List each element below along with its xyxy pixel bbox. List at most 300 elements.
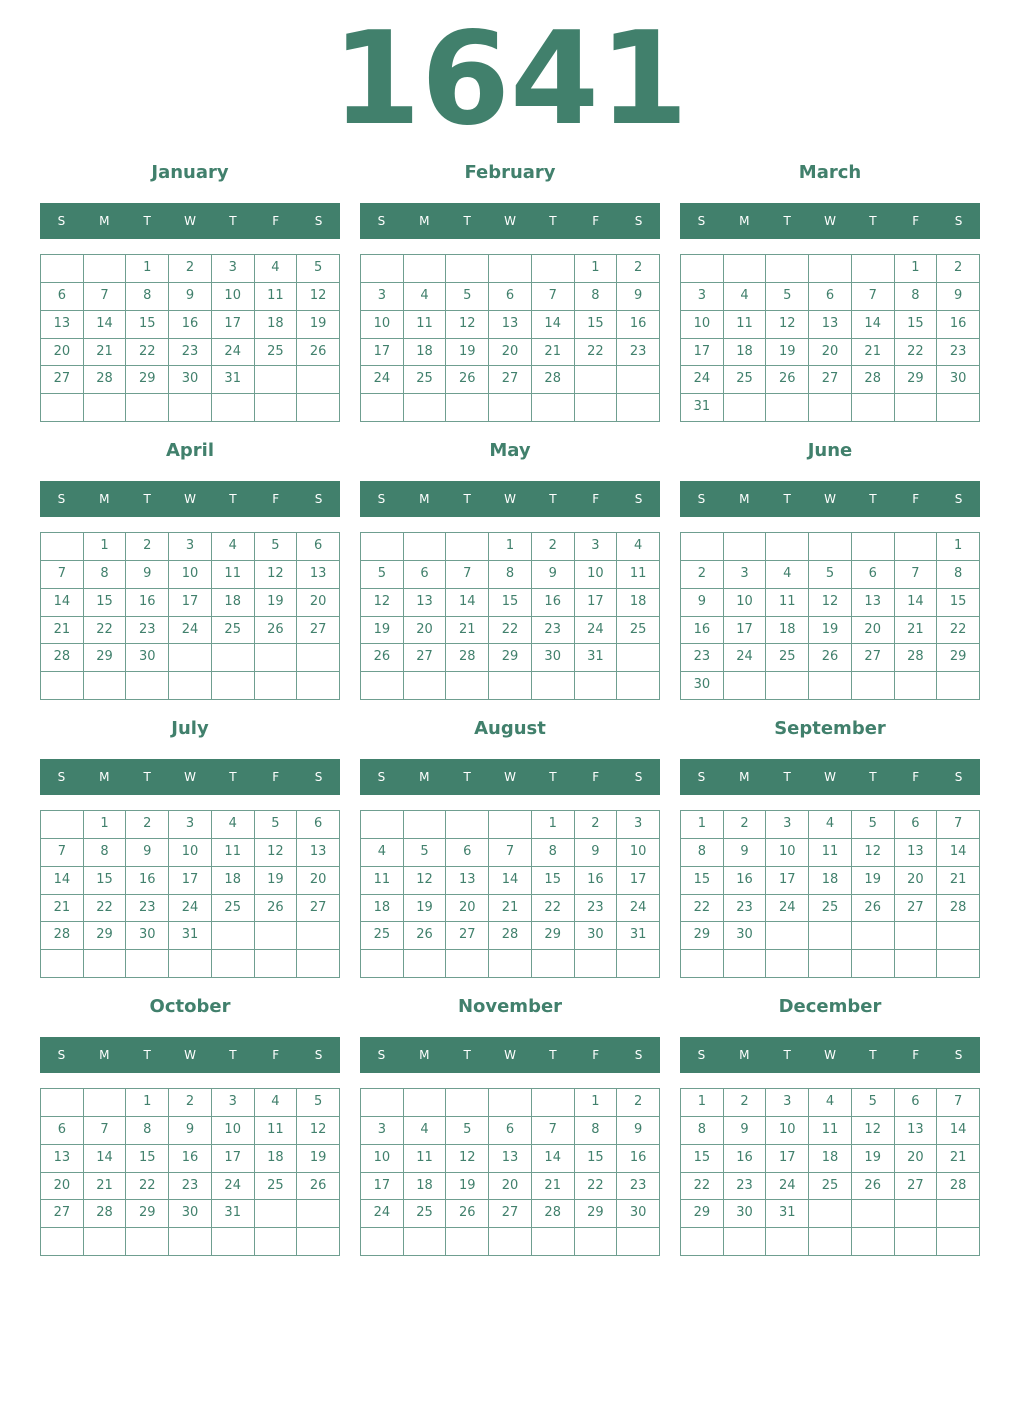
weekday-header bbox=[40, 481, 340, 517]
day-cell: 18 bbox=[361, 895, 404, 923]
day-cell bbox=[895, 1228, 938, 1256]
day-cell bbox=[809, 950, 852, 978]
weekday-label: M bbox=[419, 214, 430, 228]
day-cell: 23 bbox=[532, 617, 575, 645]
day-cell: 12 bbox=[446, 1145, 489, 1173]
day-cell: 5 bbox=[404, 839, 447, 867]
weekday-label: S bbox=[697, 492, 706, 506]
day-cell bbox=[809, 1200, 852, 1228]
day-cell: 30 bbox=[681, 672, 724, 700]
day-cell: 3 bbox=[212, 1089, 255, 1117]
day-cell: 19 bbox=[852, 867, 895, 895]
day-cell: 23 bbox=[169, 1173, 212, 1201]
day-cell: 19 bbox=[297, 311, 340, 339]
day-cell: 17 bbox=[681, 339, 724, 367]
day-cell: 24 bbox=[766, 1173, 809, 1201]
day-cell bbox=[575, 672, 618, 700]
day-cell bbox=[852, 1228, 895, 1256]
weekday-label: S bbox=[697, 770, 706, 784]
weekday-label: W bbox=[184, 492, 196, 506]
day-cell: 21 bbox=[41, 895, 84, 923]
day-cell: 28 bbox=[532, 366, 575, 394]
day-cell: 12 bbox=[297, 283, 340, 311]
day-cell: 27 bbox=[489, 366, 532, 394]
day-cell: 9 bbox=[169, 1117, 212, 1145]
day-cell: 7 bbox=[489, 839, 532, 867]
weekday-label: F bbox=[912, 770, 920, 784]
day-cell: 15 bbox=[489, 589, 532, 617]
day-cell: 7 bbox=[41, 561, 84, 589]
day-cell: 26 bbox=[404, 922, 447, 950]
day-cell: 14 bbox=[489, 867, 532, 895]
day-cell: 23 bbox=[617, 339, 660, 367]
day-cell: 7 bbox=[84, 1117, 127, 1145]
day-cell: 11 bbox=[255, 1117, 298, 1145]
day-cell: 4 bbox=[212, 533, 255, 561]
day-cell: 4 bbox=[255, 1089, 298, 1117]
day-grid bbox=[680, 254, 980, 422]
day-cell: 29 bbox=[937, 644, 980, 672]
day-cell: 20 bbox=[895, 867, 938, 895]
day-cell: 5 bbox=[809, 561, 852, 589]
day-cell: 1 bbox=[126, 255, 169, 283]
day-cell bbox=[361, 255, 404, 283]
day-cell bbox=[255, 1200, 298, 1228]
day-cell: 9 bbox=[126, 839, 169, 867]
day-cell: 2 bbox=[575, 811, 618, 839]
day-cell bbox=[41, 672, 84, 700]
day-cell: 23 bbox=[169, 339, 212, 367]
day-cell bbox=[212, 1228, 255, 1256]
day-cell bbox=[532, 1089, 575, 1117]
day-cell bbox=[852, 672, 895, 700]
day-cell: 2 bbox=[169, 1089, 212, 1117]
day-cell: 19 bbox=[766, 339, 809, 367]
month-name: February bbox=[464, 162, 556, 183]
day-cell: 11 bbox=[255, 283, 298, 311]
day-cell: 24 bbox=[724, 644, 767, 672]
day-cell bbox=[532, 394, 575, 422]
day-cell bbox=[446, 533, 489, 561]
weekday-label: M bbox=[739, 214, 750, 228]
day-cell: 9 bbox=[724, 1117, 767, 1145]
day-cell: 6 bbox=[297, 811, 340, 839]
weekday-label: M bbox=[99, 1048, 110, 1062]
weekday-label: T bbox=[463, 770, 471, 784]
weekday-label: S bbox=[57, 1048, 66, 1062]
day-cell: 4 bbox=[809, 1089, 852, 1117]
day-cell: 10 bbox=[766, 1117, 809, 1145]
day-cell: 13 bbox=[852, 589, 895, 617]
day-cell bbox=[404, 394, 447, 422]
day-cell: 18 bbox=[809, 867, 852, 895]
day-cell bbox=[852, 394, 895, 422]
day-cell: 16 bbox=[532, 589, 575, 617]
month-name: June bbox=[807, 440, 853, 461]
day-cell: 9 bbox=[532, 561, 575, 589]
day-cell: 18 bbox=[724, 339, 767, 367]
day-cell: 22 bbox=[575, 339, 618, 367]
day-cell bbox=[446, 1228, 489, 1256]
weekday-label: T bbox=[143, 214, 151, 228]
day-cell: 3 bbox=[361, 1117, 404, 1145]
day-cell: 15 bbox=[84, 589, 127, 617]
day-cell bbox=[255, 672, 298, 700]
day-cell bbox=[489, 255, 532, 283]
day-cell bbox=[852, 922, 895, 950]
day-cell: 28 bbox=[41, 922, 84, 950]
day-cell: 7 bbox=[41, 839, 84, 867]
day-cell: 13 bbox=[446, 867, 489, 895]
day-cell: 1 bbox=[84, 533, 127, 561]
day-cell: 3 bbox=[169, 533, 212, 561]
day-cell: 11 bbox=[404, 311, 447, 339]
day-cell bbox=[681, 255, 724, 283]
day-cell: 26 bbox=[809, 644, 852, 672]
day-cell bbox=[575, 1228, 618, 1256]
weekday-label: S bbox=[377, 492, 386, 506]
weekday-header bbox=[680, 759, 980, 795]
day-cell: 22 bbox=[84, 895, 127, 923]
day-cell: 29 bbox=[575, 1200, 618, 1228]
day-cell: 27 bbox=[895, 895, 938, 923]
day-cell: 25 bbox=[212, 895, 255, 923]
day-cell: 15 bbox=[681, 867, 724, 895]
day-cell: 2 bbox=[937, 255, 980, 283]
day-cell: 6 bbox=[41, 1117, 84, 1145]
day-cell bbox=[852, 1200, 895, 1228]
day-cell: 6 bbox=[895, 1089, 938, 1117]
day-cell: 28 bbox=[852, 366, 895, 394]
day-cell: 31 bbox=[617, 922, 660, 950]
day-cell: 11 bbox=[766, 589, 809, 617]
weekday-header bbox=[680, 481, 980, 517]
day-cell: 22 bbox=[489, 617, 532, 645]
day-cell: 8 bbox=[937, 561, 980, 589]
day-cell bbox=[297, 644, 340, 672]
day-cell: 24 bbox=[361, 366, 404, 394]
day-cell bbox=[255, 644, 298, 672]
day-cell: 6 bbox=[404, 561, 447, 589]
day-cell: 31 bbox=[681, 394, 724, 422]
weekday-label: W bbox=[504, 214, 516, 228]
weekday-label: S bbox=[697, 214, 706, 228]
day-cell bbox=[361, 1089, 404, 1117]
day-cell bbox=[41, 1089, 84, 1117]
day-cell: 25 bbox=[404, 366, 447, 394]
day-cell bbox=[937, 1200, 980, 1228]
weekday-label: M bbox=[99, 492, 110, 506]
day-cell bbox=[809, 533, 852, 561]
weekday-label: F bbox=[272, 492, 280, 506]
day-cell: 24 bbox=[766, 895, 809, 923]
day-cell: 25 bbox=[617, 617, 660, 645]
day-grid bbox=[680, 810, 980, 978]
weekday-label: T bbox=[783, 214, 791, 228]
day-cell: 1 bbox=[681, 811, 724, 839]
day-cell: 27 bbox=[404, 644, 447, 672]
day-cell bbox=[895, 922, 938, 950]
day-cell: 14 bbox=[937, 1117, 980, 1145]
day-cell: 10 bbox=[169, 561, 212, 589]
day-cell: 10 bbox=[361, 1145, 404, 1173]
day-cell: 28 bbox=[84, 1200, 127, 1228]
weekday-header bbox=[360, 481, 660, 517]
weekday-label: S bbox=[314, 214, 323, 228]
day-cell: 23 bbox=[724, 1173, 767, 1201]
day-cell bbox=[446, 1089, 489, 1117]
day-cell: 21 bbox=[489, 895, 532, 923]
day-cell: 29 bbox=[681, 1200, 724, 1228]
day-cell: 17 bbox=[212, 1145, 255, 1173]
day-cell: 7 bbox=[852, 283, 895, 311]
day-cell: 17 bbox=[361, 339, 404, 367]
day-cell: 16 bbox=[724, 1145, 767, 1173]
day-cell: 14 bbox=[41, 867, 84, 895]
day-cell: 30 bbox=[724, 1200, 767, 1228]
day-cell bbox=[297, 950, 340, 978]
day-cell bbox=[126, 950, 169, 978]
weekday-header bbox=[40, 759, 340, 795]
day-cell: 4 bbox=[255, 255, 298, 283]
day-cell bbox=[297, 922, 340, 950]
day-cell bbox=[489, 672, 532, 700]
day-cell: 7 bbox=[895, 561, 938, 589]
day-cell: 2 bbox=[126, 811, 169, 839]
weekday-label: T bbox=[463, 1048, 471, 1062]
day-grid bbox=[680, 532, 980, 700]
day-cell: 5 bbox=[766, 283, 809, 311]
day-cell bbox=[446, 672, 489, 700]
day-cell: 8 bbox=[575, 1117, 618, 1145]
day-cell: 13 bbox=[297, 561, 340, 589]
day-cell bbox=[766, 533, 809, 561]
day-cell: 3 bbox=[766, 1089, 809, 1117]
day-cell: 31 bbox=[169, 922, 212, 950]
weekday-label: W bbox=[504, 492, 516, 506]
weekday-label: T bbox=[143, 770, 151, 784]
day-cell: 3 bbox=[361, 283, 404, 311]
day-cell: 23 bbox=[617, 1173, 660, 1201]
day-cell: 9 bbox=[681, 589, 724, 617]
day-cell: 13 bbox=[404, 589, 447, 617]
day-cell: 28 bbox=[937, 895, 980, 923]
day-cell bbox=[169, 394, 212, 422]
weekday-label: S bbox=[377, 1048, 386, 1062]
day-cell: 26 bbox=[297, 1173, 340, 1201]
day-cell: 21 bbox=[895, 617, 938, 645]
day-grid bbox=[40, 810, 340, 978]
day-cell: 5 bbox=[255, 533, 298, 561]
day-cell: 10 bbox=[575, 561, 618, 589]
weekday-label: S bbox=[377, 770, 386, 784]
day-cell: 8 bbox=[489, 561, 532, 589]
day-cell bbox=[809, 255, 852, 283]
day-cell bbox=[809, 394, 852, 422]
weekday-label: T bbox=[783, 492, 791, 506]
day-cell: 24 bbox=[617, 895, 660, 923]
weekday-label: F bbox=[272, 214, 280, 228]
day-cell: 12 bbox=[361, 589, 404, 617]
day-cell: 24 bbox=[169, 895, 212, 923]
month-name: December bbox=[778, 996, 882, 1017]
weekday-label: T bbox=[869, 770, 877, 784]
day-cell: 27 bbox=[489, 1200, 532, 1228]
day-cell: 23 bbox=[681, 644, 724, 672]
day-cell bbox=[489, 1228, 532, 1256]
day-cell: 26 bbox=[361, 644, 404, 672]
day-cell: 13 bbox=[895, 1117, 938, 1145]
day-cell: 19 bbox=[297, 1145, 340, 1173]
weekday-label: W bbox=[824, 214, 836, 228]
day-cell bbox=[84, 672, 127, 700]
month-name: July bbox=[171, 718, 209, 739]
day-cell: 16 bbox=[169, 311, 212, 339]
day-cell: 28 bbox=[41, 644, 84, 672]
year-title: 1641 bbox=[331, 5, 689, 154]
day-cell bbox=[361, 533, 404, 561]
day-cell: 6 bbox=[446, 839, 489, 867]
day-grid bbox=[360, 254, 660, 422]
day-cell: 1 bbox=[575, 255, 618, 283]
day-grid bbox=[360, 532, 660, 700]
day-cell: 21 bbox=[446, 617, 489, 645]
day-cell: 16 bbox=[681, 617, 724, 645]
day-cell: 2 bbox=[617, 255, 660, 283]
day-cell bbox=[169, 1228, 212, 1256]
day-cell: 8 bbox=[681, 839, 724, 867]
day-cell: 4 bbox=[766, 561, 809, 589]
weekday-label: S bbox=[634, 770, 643, 784]
day-cell: 12 bbox=[297, 1117, 340, 1145]
day-cell: 27 bbox=[809, 366, 852, 394]
day-cell: 12 bbox=[766, 311, 809, 339]
day-cell: 29 bbox=[489, 644, 532, 672]
day-cell bbox=[532, 672, 575, 700]
day-cell: 11 bbox=[212, 561, 255, 589]
day-cell: 23 bbox=[575, 895, 618, 923]
weekday-label: W bbox=[824, 770, 836, 784]
day-cell: 13 bbox=[895, 839, 938, 867]
day-cell: 11 bbox=[809, 839, 852, 867]
weekday-label: F bbox=[912, 214, 920, 228]
day-cell bbox=[212, 672, 255, 700]
day-cell: 4 bbox=[212, 811, 255, 839]
day-cell bbox=[169, 950, 212, 978]
weekday-header bbox=[40, 203, 340, 239]
day-cell: 14 bbox=[937, 839, 980, 867]
day-grid bbox=[680, 1088, 980, 1256]
day-cell: 22 bbox=[575, 1173, 618, 1201]
day-cell bbox=[41, 950, 84, 978]
day-cell: 2 bbox=[724, 1089, 767, 1117]
day-cell bbox=[532, 255, 575, 283]
day-cell bbox=[41, 811, 84, 839]
day-cell: 25 bbox=[255, 339, 298, 367]
day-cell bbox=[809, 1228, 852, 1256]
day-cell: 27 bbox=[297, 617, 340, 645]
day-cell: 28 bbox=[84, 366, 127, 394]
weekday-label: W bbox=[504, 1048, 516, 1062]
weekday-label: S bbox=[954, 770, 963, 784]
day-cell: 10 bbox=[724, 589, 767, 617]
day-cell: 18 bbox=[212, 589, 255, 617]
day-cell: 15 bbox=[575, 1145, 618, 1173]
day-cell: 30 bbox=[532, 644, 575, 672]
day-cell: 2 bbox=[617, 1089, 660, 1117]
day-cell: 17 bbox=[212, 311, 255, 339]
day-cell bbox=[361, 1228, 404, 1256]
day-cell bbox=[937, 922, 980, 950]
day-cell: 5 bbox=[255, 811, 298, 839]
weekday-label: S bbox=[954, 492, 963, 506]
day-cell bbox=[937, 672, 980, 700]
day-cell bbox=[297, 394, 340, 422]
day-cell: 28 bbox=[489, 922, 532, 950]
day-cell: 17 bbox=[575, 589, 618, 617]
day-cell: 19 bbox=[255, 867, 298, 895]
day-cell: 11 bbox=[361, 867, 404, 895]
day-cell: 14 bbox=[84, 311, 127, 339]
weekday-label: T bbox=[869, 1048, 877, 1062]
day-cell: 15 bbox=[126, 1145, 169, 1173]
day-cell bbox=[937, 1228, 980, 1256]
weekday-label: T bbox=[143, 492, 151, 506]
weekday-label: T bbox=[463, 214, 471, 228]
day-cell: 15 bbox=[126, 311, 169, 339]
day-cell: 7 bbox=[937, 811, 980, 839]
day-cell: 4 bbox=[809, 811, 852, 839]
day-cell: 2 bbox=[681, 561, 724, 589]
day-cell bbox=[126, 672, 169, 700]
weekday-label: F bbox=[592, 770, 600, 784]
day-cell bbox=[41, 533, 84, 561]
day-cell bbox=[766, 672, 809, 700]
day-cell: 31 bbox=[212, 366, 255, 394]
day-cell bbox=[212, 394, 255, 422]
day-cell bbox=[766, 1228, 809, 1256]
day-cell: 17 bbox=[766, 1145, 809, 1173]
day-cell bbox=[937, 950, 980, 978]
day-cell: 4 bbox=[404, 283, 447, 311]
day-cell bbox=[297, 1228, 340, 1256]
day-cell: 6 bbox=[297, 533, 340, 561]
day-cell: 12 bbox=[255, 561, 298, 589]
day-cell bbox=[404, 950, 447, 978]
day-cell: 27 bbox=[297, 895, 340, 923]
day-cell: 20 bbox=[895, 1145, 938, 1173]
weekday-label: T bbox=[549, 1048, 557, 1062]
day-cell bbox=[724, 672, 767, 700]
day-cell: 13 bbox=[489, 311, 532, 339]
day-cell: 5 bbox=[446, 1117, 489, 1145]
weekday-label: T bbox=[229, 1048, 237, 1062]
day-cell: 10 bbox=[212, 1117, 255, 1145]
day-cell: 18 bbox=[255, 1145, 298, 1173]
day-cell: 22 bbox=[681, 895, 724, 923]
day-cell: 6 bbox=[489, 1117, 532, 1145]
day-cell: 24 bbox=[575, 617, 618, 645]
day-cell bbox=[681, 1228, 724, 1256]
weekday-header bbox=[680, 203, 980, 239]
day-cell: 25 bbox=[361, 922, 404, 950]
day-cell: 4 bbox=[617, 533, 660, 561]
day-cell: 27 bbox=[852, 644, 895, 672]
day-cell bbox=[681, 533, 724, 561]
day-cell bbox=[255, 366, 298, 394]
day-cell bbox=[532, 1228, 575, 1256]
day-cell: 22 bbox=[532, 895, 575, 923]
